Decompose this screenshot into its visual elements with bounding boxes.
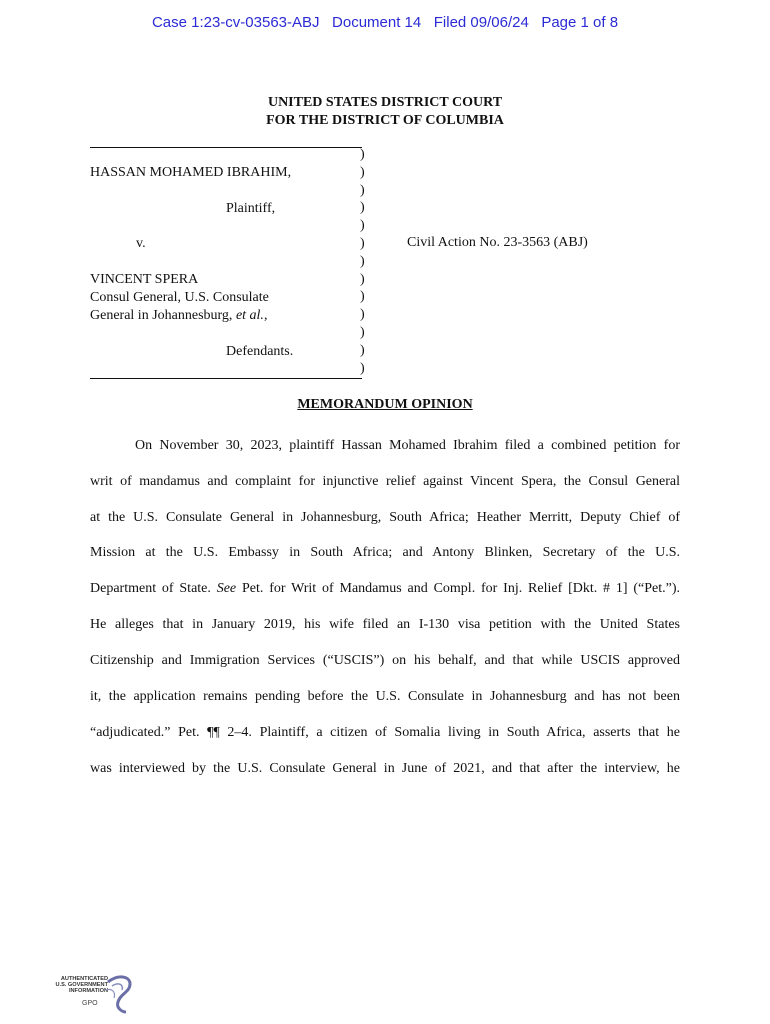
defendant-location: General in Johannesburg, — [90, 308, 233, 323]
defendant-name: VINCENT SPERA — [90, 272, 199, 287]
caption-paren: ) — [360, 289, 365, 305]
caption-paren: ) — [360, 164, 365, 180]
caption-paren: ) — [360, 182, 365, 198]
defendant-title: Consul General, U.S. Consulate — [90, 290, 269, 305]
caption-top-rule — [90, 147, 362, 148]
caption-paren: ) — [360, 253, 365, 269]
court-heading-line2: FOR THE DISTRICT OF COLUMBIA — [266, 113, 504, 128]
body-line: Mission at the U.S. Embassy in South Africa; and Antony Blinken, Secretary of the U.S. — [90, 545, 680, 560]
caption-paren: ) — [360, 218, 365, 234]
caption-paren: ) — [360, 147, 365, 162]
caption-paren: ) — [360, 342, 365, 358]
body-line: On November 30, 2023, plaintiff Hassan Mohamed Ibrahim filed a combined petition for — [135, 438, 680, 453]
caption-paren: ) — [360, 235, 365, 251]
caption-paren: ) — [360, 200, 365, 216]
court-heading — [0, 94, 770, 130]
body-line: He alleges that in January 2019, his wife filed an I-130 visa petition with the United States — [90, 617, 680, 632]
body-text: Department of State. — [90, 581, 211, 596]
defendant-title-line2 — [90, 308, 267, 324]
versus-label: v. — [136, 236, 146, 251]
court-heading-line1: UNITED STATES DISTRICT COURT — [267, 95, 503, 110]
gpo-label: GPO — [82, 1000, 98, 1007]
defendants-role: Defendants. — [226, 344, 294, 359]
body-line — [90, 581, 680, 597]
gpo-seal-line: U.S. GOVERNMENT — [55, 982, 108, 989]
gpo-seal-line: AUTHENTICATED — [60, 976, 108, 982]
case-header-stamp: Case 1:23-cv-03563-ABJ Document 14 Filed 09/06/24 Page 1 of 8 — [151, 14, 619, 31]
caption-paren: ) — [360, 360, 365, 376]
memorandum-title: MEMORANDUM OPINION — [297, 397, 473, 412]
body-line: writ of mandamus and complaint for injunctive relief against Vincent Spera, the Consul General — [90, 474, 680, 489]
defendant-comma: , — [263, 308, 268, 323]
see-signal: See — [216, 581, 237, 596]
body-line: “adjudicated.” Pet. ¶¶ 2–4. Plaintiff, a citizen of Somalia living in South Africa, asserts that he — [90, 725, 680, 740]
body-line: at the U.S. Consulate General in Johannesburg, South Africa; Heather Merritt, Deputy Chief of — [90, 510, 680, 525]
gpo-seal-line: INFORMATION — [68, 988, 108, 995]
civil-action-number: Civil Action No. 23-3563 (ABJ) — [407, 235, 588, 250]
body-line: Citizenship and Immigration Services (“USCIS”) on his behalf, and that while USCIS approved — [90, 653, 680, 668]
body-line: was interviewed by the U.S. Consulate General in June of 2021, and that after the interview, he — [90, 761, 680, 776]
gpo-seal-text — [42, 976, 108, 995]
gpo-eagle-icon — [104, 972, 134, 1016]
plaintiff-role: Plaintiff, — [226, 201, 276, 216]
body-line: it, the application remains pending before the U.S. Consulate in Johannesburg and has not been — [90, 689, 680, 704]
caption-bottom-rule — [90, 378, 362, 379]
body-text: Pet. for Writ of Mandamus and Compl. for Inj. Relief [Dkt. # 1] (“Pet.”). — [241, 581, 681, 596]
caption-paren: ) — [360, 307, 365, 323]
gpo-authentication-seal — [42, 972, 132, 1018]
caption-paren: ) — [360, 271, 365, 287]
caption-parenthesis-column — [360, 146, 365, 377]
et-al-text: et al. — [235, 308, 264, 323]
plaintiff-name: HASSAN MOHAMED IBRAHIM, — [90, 165, 292, 180]
caption-paren: ) — [360, 324, 365, 340]
